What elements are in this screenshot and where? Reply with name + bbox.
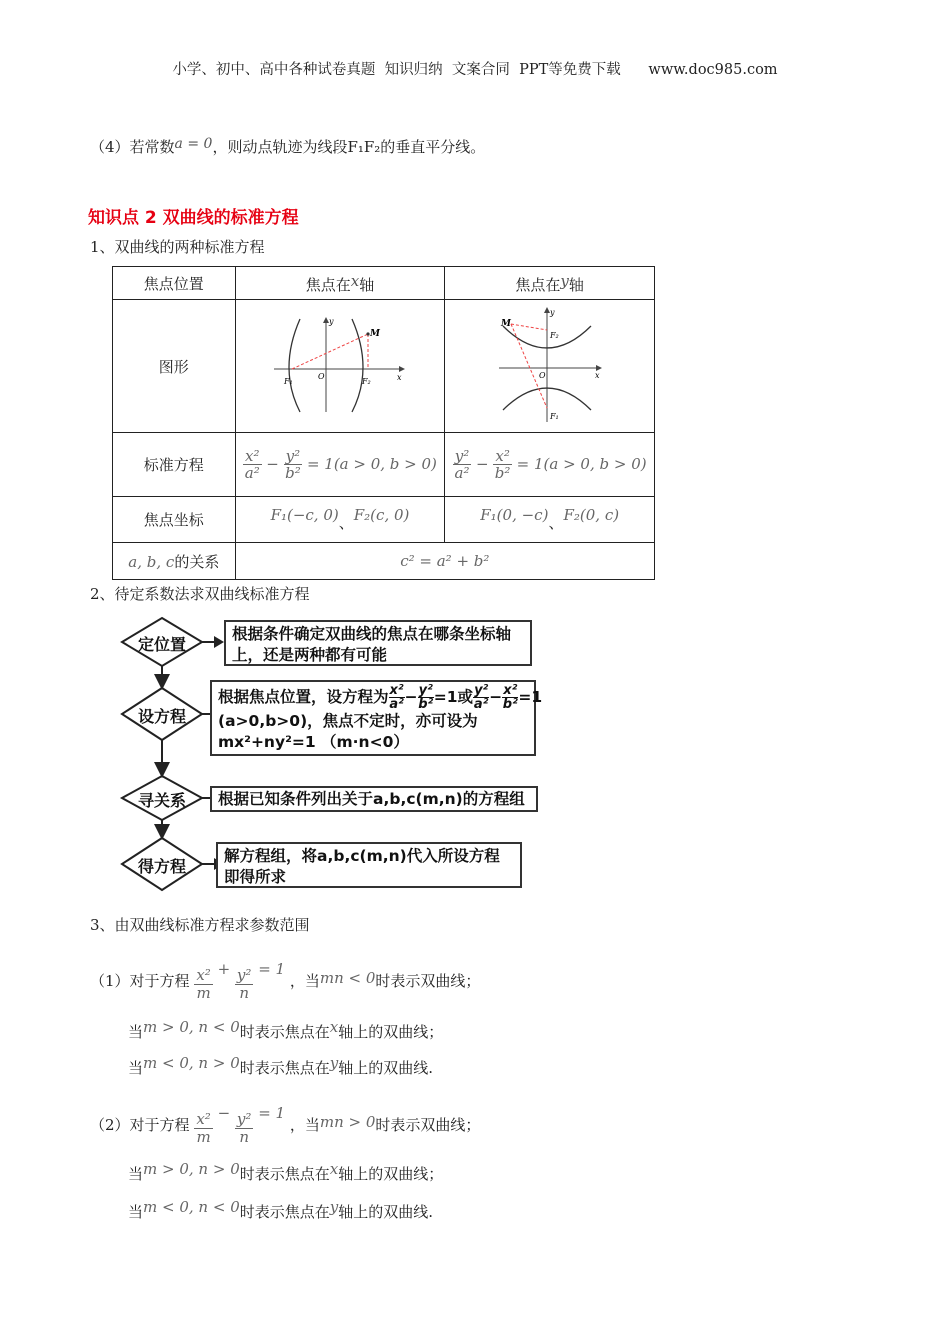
subsection-3-title: 3、由双曲线标准方程求参数范围 <box>90 916 310 934</box>
flow-box-4: 解方程组，将a,b,c(m,n)代入所设方程即得所求 <box>216 842 522 888</box>
svg-text:O: O <box>317 372 325 381</box>
svg-text:M: M <box>500 319 511 329</box>
flow-step-3: 寻关系 <box>137 791 186 810</box>
p1-line-2: 当m > 0, n < 0时表示焦点在x轴上的双曲线； <box>128 1018 444 1041</box>
th-position: 焦点位置 <box>113 267 236 300</box>
segment-MF2 <box>511 324 547 330</box>
section-title: 知识点 2 双曲线的标准方程 <box>88 208 299 228</box>
item-4: （4）若常数a = 0，则动点轨迹为线段F₁F₂的垂直平分线。 <box>90 136 486 156</box>
svg-text:M: M <box>369 329 380 339</box>
focus-x: F₁(−c, 0)、F₂(c, 0) <box>235 497 445 543</box>
p2-line-1: （2）对于方程 $\frac{\text{x²}}{m}$ − $\frac{\text{y²}}{n}$ = 1 ，当mn > 0时表示双曲线； <box>90 1104 481 1146</box>
figure-x-hyperbola <box>235 300 445 433</box>
svg-text:y: y <box>328 317 334 326</box>
relation-abc: c² = a² + b² <box>235 543 654 580</box>
segment-F1M <box>292 334 368 369</box>
hyperbola-y-graph <box>495 304 605 424</box>
row-label-focus: 焦点坐标 <box>113 497 236 543</box>
figure-y-hyperbola <box>445 300 655 433</box>
svg-text:y: y <box>549 308 555 317</box>
flow-box-3: 根据已知条件列出关于a,b,c(m,n)的方程组 <box>210 786 538 812</box>
flow-box-2: 根据焦点位置，设方程为 $\frac{\text{x²}}{\text{a²}}$ − $\frac{\text{y²}}{\text{b²}}$ =1或 $\frac{\text{y²}}{\text{a²}}$ − $\frac{\text{x²}}{\text{b²}}$ =1 (a>0,b>0)，焦点不定时，亦可设为 mx²+ny²=1 （m·n<0） <box>210 680 536 756</box>
equation-y: $\frac{\text{y²}}{\text{a²}}$ − $\frac{\text{x²}}{\text{b²}}$ = 1(a > 0, b > 0) <box>445 433 655 497</box>
left-branch <box>289 319 300 412</box>
flow-step-2: 设方程 <box>137 707 186 726</box>
row-label-relation: a, b, c的关系 <box>113 543 236 580</box>
subsection-1-title: 1、双曲线的两种标准方程 <box>90 238 265 256</box>
svg-text:x: x <box>396 373 402 382</box>
p2-line-2: 当m > 0, n > 0时表示焦点在x轴上的双曲线； <box>128 1160 444 1183</box>
page-header: 小学、初中、高中各种试卷真题 知识归纳 文案合同 PPT等免费下载 www.doc985.com <box>172 62 778 78</box>
p2-line-3: 当m < 0, n < 0时表示焦点在y轴上的双曲线. <box>128 1198 434 1221</box>
flow-step-4: 得方程 <box>137 857 186 876</box>
th-focus-x: 焦点在x轴 <box>235 267 445 300</box>
row-label-figure: 图形 <box>113 300 236 433</box>
svg-text:x: x <box>594 371 600 380</box>
flow-step-1: 定位置 <box>137 635 186 654</box>
focus-y: F₁(0, −c)、F₂(0, c) <box>445 497 655 543</box>
flow-box-1: 根据条件确定双曲线的焦点在哪条坐标轴上，还是两种都有可能 <box>224 620 532 666</box>
formula-a-eq-0: a = 0 <box>174 136 213 152</box>
svg-text:F₂: F₂ <box>549 331 559 340</box>
right-branch <box>352 319 363 412</box>
row-label-equation: 标准方程 <box>113 433 236 497</box>
svg-text:F₁: F₁ <box>283 377 293 386</box>
hyperbola-table <box>112 266 655 580</box>
p1-line-3: 当m < 0, n > 0时表示焦点在y轴上的双曲线. <box>128 1054 434 1077</box>
svg-text:O: O <box>538 371 546 380</box>
p1-line-1: （1）对于方程 $\frac{\text{x²}}{m}$ + $\frac{\text{y²}}{n}$ = 1 ，当mn < 0时表示双曲线； <box>90 960 481 1002</box>
hyperbola-x-graph <box>270 314 410 414</box>
th-focus-y: 焦点在y轴 <box>445 267 655 300</box>
equation-x: $\frac{\text{x²}}{\text{a²}}$ − $\frac{\text{y²}}{\text{b²}}$ = 1(a > 0, b > 0) <box>235 433 445 497</box>
subsection-2-title: 2、待定系数法求双曲线标准方程 <box>90 585 310 603</box>
svg-text:F₂: F₂ <box>361 377 371 386</box>
svg-text:F₁: F₁ <box>549 412 559 421</box>
